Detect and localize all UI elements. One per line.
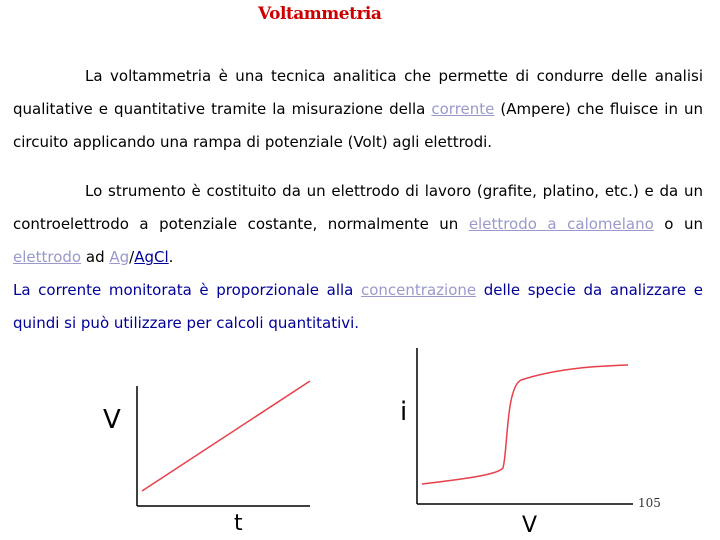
graph-potential-vs-time: [95, 378, 325, 538]
graph2-x-label: V: [522, 513, 538, 538]
page-title: Voltammetria: [258, 4, 382, 24]
instrument-text-1: Lo strumento è costituito da un elettrodo di lavoro (grafite, platino, etc.) e da un controelettrodo a potenziale costante, normalmente un: [13, 182, 703, 233]
instrument-text-3: ad: [81, 248, 110, 266]
link-elettrodo-calomelano[interactable]: elettrodo a calomelano: [468, 215, 654, 233]
current-text-1: La corrente monitorata è proporzionale alla: [13, 281, 361, 299]
link-ag[interactable]: Ag: [109, 248, 130, 266]
current-text-2: delle specie da analizzare e quindi si può utilizzare per calcoli quantitativi.: [13, 281, 703, 332]
graph1-ramp-line: [142, 381, 310, 491]
link-agcl[interactable]: AgCl: [134, 248, 169, 266]
instrument-text-2: o un: [653, 215, 703, 233]
graph1-x-label: t: [234, 511, 243, 536]
instrument-text-5: .: [168, 248, 174, 266]
graph2-sigmoid-curve: [422, 365, 628, 484]
graph-current-vs-potential: [398, 348, 638, 540]
link-elettrodo[interactable]: elettrodo: [13, 248, 82, 266]
intro-text-1: La voltammetria è una tecnica analitica che permette di condurre delle analisi qualitative e quantitative tramite la misurazione della: [13, 67, 703, 118]
graph2-y-label: i: [400, 397, 408, 427]
graph1-y-label: V: [103, 405, 121, 435]
intro-text-2: (Ampere) che fluisce in un circuito applicando una rampa di potenziale (Volt) agli elettrodi.: [13, 100, 703, 151]
instrument-text-4: /: [129, 248, 135, 266]
paragraph-current: [13, 274, 703, 340]
link-corrente[interactable]: corrente: [431, 100, 495, 118]
paragraph-intro: [13, 60, 703, 159]
paragraph-instrument: [13, 175, 703, 274]
page-number: 105: [638, 496, 661, 510]
link-concentrazione[interactable]: concentrazione: [361, 281, 477, 299]
